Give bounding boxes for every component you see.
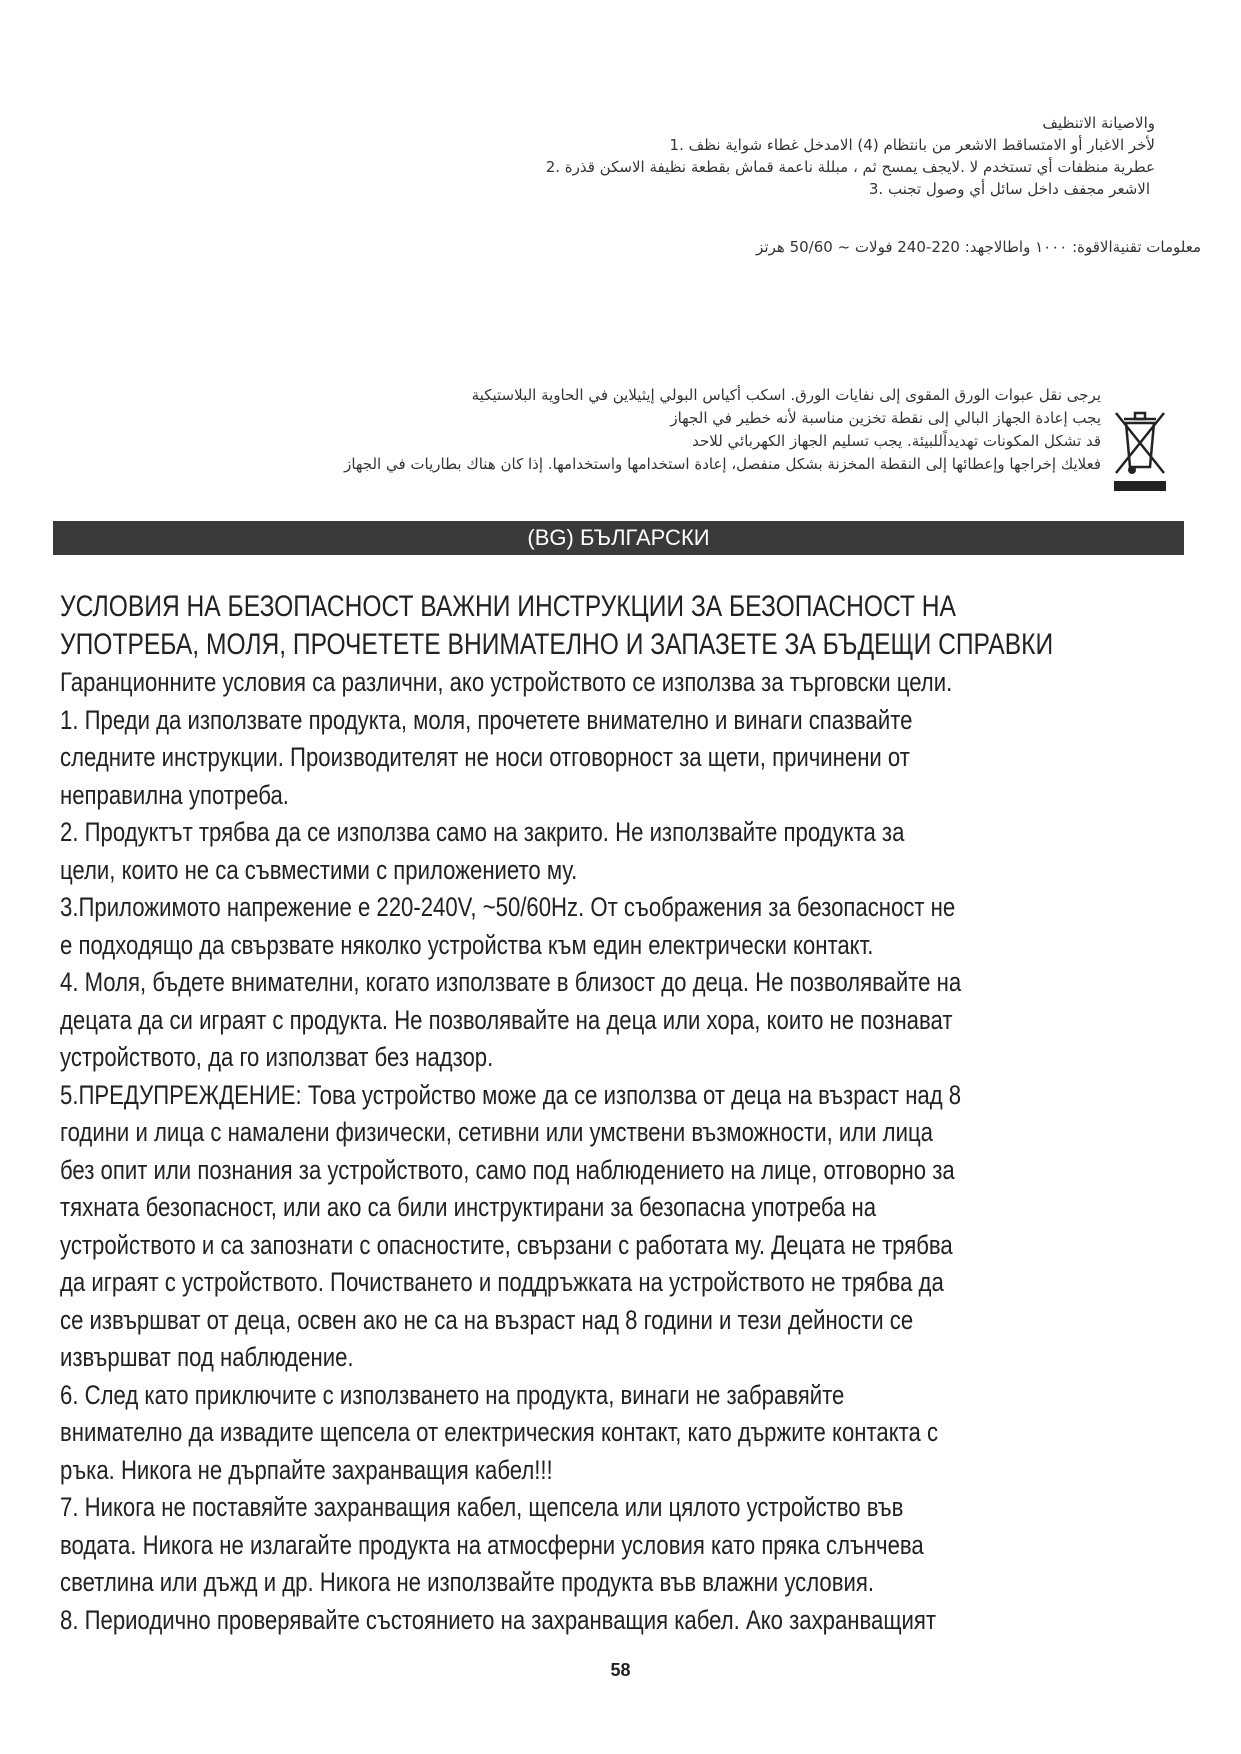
text-line: устройството и са запознати с опасностите, свързани с работата му. Децата не трябва — [60, 1229, 953, 1260]
arabic-technical-specs: معلومات تقنيةالاقوة: ١٠٠٠ واطالاجهد: 220-240 فولات ~ 50/60 هرتز — [756, 238, 1201, 256]
text-line: да играят с устройството. Почистването и поддръжката на устройството не трябва да — [60, 1267, 944, 1297]
text-line: 4. Моля, бъдете внимателни, когато използвате в близост до деца. Не позволявайте на — [60, 967, 962, 997]
text-line: е подходящо да свързвате няколко устройства към един електрически контакт. — [60, 929, 874, 960]
text-line: светлина или дъжд и др. Никога не използвайте продукта във влажни условия. — [60, 1567, 874, 1597]
text-line: 3.Приложимото напрежение е 220-240V, ~50/60Hz. От съображения за безопасност не — [60, 892, 956, 922]
text-line: Гаранционните условия са различни, ако устройството се използва за търговски цели. — [60, 667, 953, 697]
text-line: 6. След като приключите с използването на продукта, винаги не забравяйте — [60, 1379, 845, 1410]
safety-heading-line-1: УСЛОВИЯ НА БЕЗОПАСНОСТ ВАЖНИ ИНСТРУКЦИИ ЗА БЕЗОПАСНОСТ НА — [60, 590, 956, 623]
text-line: ръка. Никога не дърпайте захранващия кабел!!! — [60, 1454, 553, 1485]
text-line: 2. Продуктът трябва да се използва само на закрито. Не използвайте продукта за — [60, 817, 905, 847]
crossed-out-wheelie-bin-icon — [1110, 405, 1170, 493]
text-line: внимателно да извадите щепсела от електрическия контакт, като държите контакта с — [60, 1417, 939, 1447]
text-line: децата да си играят с продукта. Не позволявайте на деца или хора, които не познават — [60, 1004, 953, 1035]
arabic-cleaning-line-3: الاشعر مجفف داخل سائل أي وصول تجنب .3 — [868, 180, 1150, 198]
bulgarian-instructions — [60, 588, 1192, 1639]
text-line: без опит или познания за устройството, само под наблюдението на лице, отговорно за — [60, 1154, 955, 1185]
text-line: години и лица с намалени физически, сетивни или умствени възможности, или лица — [60, 1117, 933, 1147]
text-line: цели, които не са съвместими с приложението му. — [60, 854, 578, 885]
arabic-recycling-line-3: قد تشكل المكونات تهديداًللبيئة. يجب تسليم الجهاز الكهربائي للاحد — [692, 432, 1101, 450]
text-line: се извършват от деца, освен ако не са на възраст над 8 години и тези дейности се — [60, 1304, 914, 1335]
text-line: 8. Периодично проверявайте състоянието на захранващия кабел. Ако захранващият — [60, 1604, 937, 1635]
text-line: извършват под наблюдение. — [60, 1342, 354, 1372]
text-line: водата. Никога не излагайте продукта на атмосферни условия като пряка слънчева — [60, 1529, 924, 1560]
arabic-cleaning-heading: والاصيانة الاتنظيف — [1042, 114, 1155, 132]
text-line: 5.ПРЕДУПРЕЖДЕНИЕ: Това устройство може да се използва от деца на възраст над 8 — [60, 1079, 962, 1110]
text-line: неправилна употреба. — [60, 779, 289, 810]
section-banner-bulgarian: (BG) БЪЛГАРСКИ — [53, 521, 1184, 555]
text-line: тяхната безопасност, или ако са били инструктирани за безопасна употреба на — [60, 1192, 877, 1222]
arabic-cleaning-line-2: عطرية منظفات أي تستخدم لا .لايجف يمسح ثم ، مبللة ناعمة قماش بقطعة نظيفة الاسكن قذرة .2 — [545, 158, 1155, 176]
text-line: устройството, да го използват без надзор. — [60, 1042, 494, 1072]
page-number: 58 — [610, 1660, 631, 1680]
arabic-cleaning-line-1: لأخر الاغبار أو الامتساقط الاشعر من بانتظام (4) الامدخل غطاء شواية نظف .1 — [669, 136, 1155, 154]
arabic-recycling-line-1: يرجى نقل عبوات الورق المقوى إلى نفايات الورق. اسكب أكياس البولي إيثيلاين في الحاوية البلاستيكية — [471, 386, 1101, 404]
arabic-recycling-line-2: يجب إعادة الجهاز البالي إلى نقطة تخزين مناسبة لأنه خطير في الجهاز — [670, 409, 1101, 427]
text-line: 1. Преди да използвате продукта, моля, прочетете внимателно и винаги спазвайте — [60, 704, 913, 735]
arabic-cleaning-section — [155, 112, 1155, 200]
text-line: следните инструкции. Производителят не носи отговорност за щети, причинени от — [60, 742, 910, 772]
safety-heading-line-2: УПОТРЕБА, МОЛЯ, ПРОЧЕТЕТЕ ВНИМАТЕЛНО И ЗАПАЗЕТЕ ЗА БЪДЕЩИ СПРАВКИ — [60, 628, 1054, 661]
text-line: 7. Никога не поставяйте захранващия кабел, щепсела или цялото устройство във — [60, 1492, 904, 1522]
arabic-recycling-line-4: فعلايك إخراجها وإعطائها إلى النقطة المخزنة بشكل منفصل، إعادة استخدامها واستخدامها. إذا كان هناك بطاريات في الجهاز — [344, 455, 1101, 473]
arabic-recycling-section — [201, 384, 1101, 476]
